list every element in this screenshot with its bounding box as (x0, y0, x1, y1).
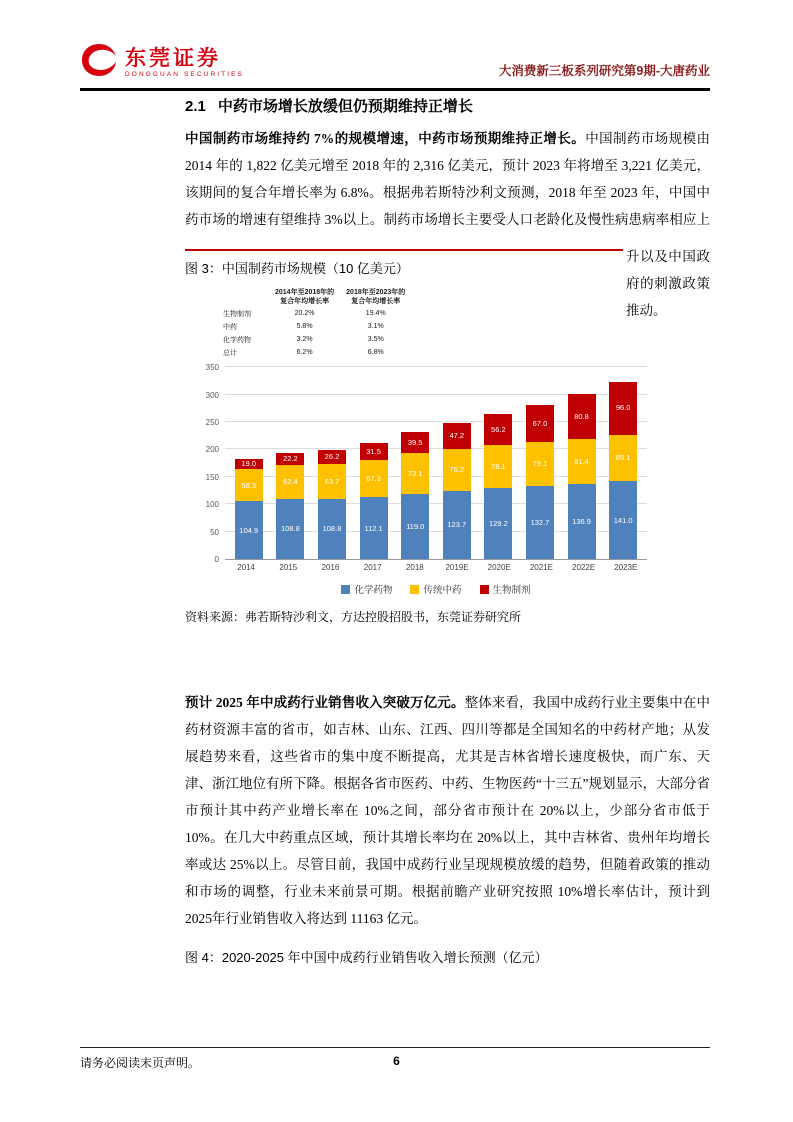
bar-segment: 76.2 (443, 449, 471, 491)
bar-segment: 96.0 (609, 382, 637, 435)
legend-swatch (341, 585, 350, 594)
cagr-row: 生物制剂 20.2% 19.4% (223, 310, 386, 318)
page-header (80, 42, 710, 83)
legend-swatch (410, 585, 419, 594)
bar-segment: 58.3 (235, 469, 263, 501)
legend-item (410, 582, 461, 596)
bar-segment: 80.8 (568, 394, 596, 439)
fig3-x-labels (225, 560, 647, 572)
y-axis-tick: 0 (214, 555, 219, 565)
bar-segment: 67.0 (526, 405, 554, 442)
legend-label: 传统中药 (423, 585, 462, 597)
bar-segment: 136.9 (568, 484, 596, 559)
logo-en-text: DONGGUAN SECURITIES (125, 71, 244, 79)
dongguan-securities-logo (80, 42, 244, 83)
stacked-bar-2023E (609, 382, 637, 560)
logo-swoosh-icon (80, 42, 118, 83)
figure-3-caption: 图 3：中国制药市场规模（10 亿美元） (185, 261, 409, 276)
paragraph-2 (185, 689, 710, 932)
legend-label: 化学药物 (354, 585, 393, 597)
content-column (185, 97, 710, 966)
stacked-bar-2019E (443, 423, 471, 559)
x-axis-label: 2023E (614, 563, 638, 573)
bar-segment: 108.8 (318, 499, 346, 559)
paragraph-1 (185, 125, 710, 233)
footer-disclaimer: 请务必阅读末页声明。 (80, 1056, 201, 1070)
figure-3-chart (185, 287, 655, 596)
cagr-row: 化学药物 3.2% 3.5% (223, 336, 384, 344)
stacked-bar-2015 (276, 453, 304, 560)
stacked-bar-2014 (235, 459, 263, 559)
bar-segment: 79.1 (526, 442, 554, 486)
bar-segment: 112.1 (360, 497, 388, 559)
stacked-bar-2021E (526, 405, 554, 559)
bar-segment: 85.1 (609, 435, 637, 482)
x-axis-label: 2019E (445, 563, 469, 573)
bar-segment: 67.3 (360, 460, 388, 497)
x-axis-label: 2017 (363, 563, 382, 573)
x-axis-label: 2014 (237, 563, 255, 573)
bar-segment: 26.2 (318, 450, 346, 464)
report-series-title: 大消费新三板系列研究第9期-大唐药业 (498, 64, 710, 78)
x-axis-label: 2015 (279, 563, 298, 573)
bar-segment: 19.0 (235, 459, 263, 469)
section-heading (185, 97, 710, 116)
stacked-bar-2022E (568, 394, 596, 559)
x-axis-label: 2018 (405, 563, 424, 573)
stacked-bar-2020E (484, 414, 512, 559)
x-axis-label: 2016 (321, 563, 340, 573)
cagr-row: 中药 5.8% 3.1% (223, 323, 384, 331)
cagr-table (223, 287, 411, 359)
bar-segment: 78.1 (484, 445, 512, 488)
bar-segment: 123.7 (443, 491, 471, 559)
bar-segment: 39.5 (401, 432, 429, 454)
figure-3-source: 资料来源：弗若斯特沙利文，方达控股招股书，东莞证券研究所 (185, 610, 522, 625)
cagr-col-header: 2018年至2023年的 复合年均增长率 (346, 289, 406, 306)
section-title: 中药市场增长放缓但仍预期维持正增长 (217, 98, 473, 115)
bar-segment: 141.0 (609, 481, 637, 559)
y-axis-tick: 300 (205, 390, 219, 400)
stacked-bar-2016 (318, 450, 346, 560)
bar-segment: 47.2 (443, 423, 471, 449)
bar-segment: 132.7 (526, 486, 554, 559)
figure-3 (185, 249, 710, 625)
cagr-col-header: 2014年至2018年的 复合年均增长率 (275, 289, 335, 306)
legend-item (480, 582, 531, 596)
logo-text (125, 47, 244, 78)
legend-swatch (480, 585, 489, 594)
bar-segment: 56.2 (484, 414, 512, 445)
paragraph-1-body: 中国制药市场规模由2014 年的 1,822 亿美元增至 2018 年的 2,316 亿美元，预计 2023 年将增至 3,221 亿美元，该期间的复合年增长率为 6.8%。根据弗若斯特沙利文预测，2018 年至 2023 年，中国中药市场的增速有望维持 3%以上。制药市场增长主要受人口老龄化及慢性病患病率相应上 (185, 131, 711, 227)
y-axis-tick: 350 (205, 363, 219, 373)
paragraph-1-tail: 升以及中国政府的刺激政策推动。 (626, 249, 710, 318)
page-number: 6 (393, 1054, 400, 1068)
section-number: 2.1 (185, 98, 206, 115)
paragraph-1-lead: 中国制药市场维持约 7%的规模增速，中药市场预期维持正增长。 (185, 131, 586, 146)
header-divider (80, 88, 710, 91)
bar-segment: 73.1 (401, 453, 429, 493)
cagr-header-row (223, 287, 411, 307)
stacked-bar-2017 (360, 443, 388, 559)
paragraph-2-lead: 预计 2025 年中成药行业销售收入突破万亿元。 (185, 695, 465, 711)
y-axis-tick: 200 (205, 445, 219, 455)
cagr-row: 总计 6.2% 6.8% (223, 349, 384, 357)
figure-4-caption: 图 4：2020-2025 年中国中成药行业销售收入增长预测（亿元） (185, 950, 548, 966)
y-axis-tick: 250 (205, 418, 219, 428)
bar-segment: 22.2 (276, 453, 304, 465)
bar-segment: 119.0 (401, 494, 429, 560)
stacked-bar-2018 (401, 432, 429, 560)
x-axis-label: 2021E (529, 563, 553, 573)
y-axis-tick: 150 (205, 472, 219, 482)
bar-segment: 129.2 (484, 488, 512, 559)
y-axis-tick: 50 (210, 527, 219, 537)
fig3-legend (225, 582, 647, 596)
bar-segment: 81.4 (568, 439, 596, 484)
bar-segment: 63.7 (318, 464, 346, 499)
paragraph-2-body: 整体来看，我国中成药行业主要集中在中药材资源丰富的省市，如吉林、山东、江西、四川等都是全国知名的中药材产地；从发展趋势来看，这些省市的集中度不断提高，尤其是吉林省增长速度极快，而广东、天津、浙江地位有所下降。根据各省市医药、中药、生物医药“十三五”规划显示，大部分省市预计其中药产业增长率在 10%之间，部分省市预计在 20%以上，少部分省市低于10%。在几大中药重点区域，预计其增长率均在 20%以上，其中吉林省、贵州年均增长率或达 25%以上。尽管目前，我国中成药行业呈现规模放缓的趋势，但随着政策的推动和市场的调整，行业未来前景可期。根据前瞻产业研究按照 10%增长率估计，预计到 2025年行业销售收入将达到 11163 亿元。 (185, 695, 711, 927)
bar-segment: 104.9 (235, 501, 263, 559)
footer-divider (80, 1047, 710, 1048)
y-axis-tick: 100 (205, 500, 219, 510)
legend-label: 生物制剂 (492, 585, 531, 597)
x-axis-label: 2022E (572, 563, 596, 573)
fig3-plot (205, 363, 647, 565)
bar-segment: 108.8 (276, 499, 304, 559)
bar-segment: 62.4 (276, 465, 304, 499)
logo-cn-text: 东莞证券 (125, 45, 221, 70)
x-axis-label: 2020E (487, 563, 511, 573)
legend-item (341, 582, 392, 596)
figure-3-red-rule (185, 249, 623, 251)
bar-group (228, 367, 644, 559)
bar-segment: 31.5 (360, 443, 388, 460)
